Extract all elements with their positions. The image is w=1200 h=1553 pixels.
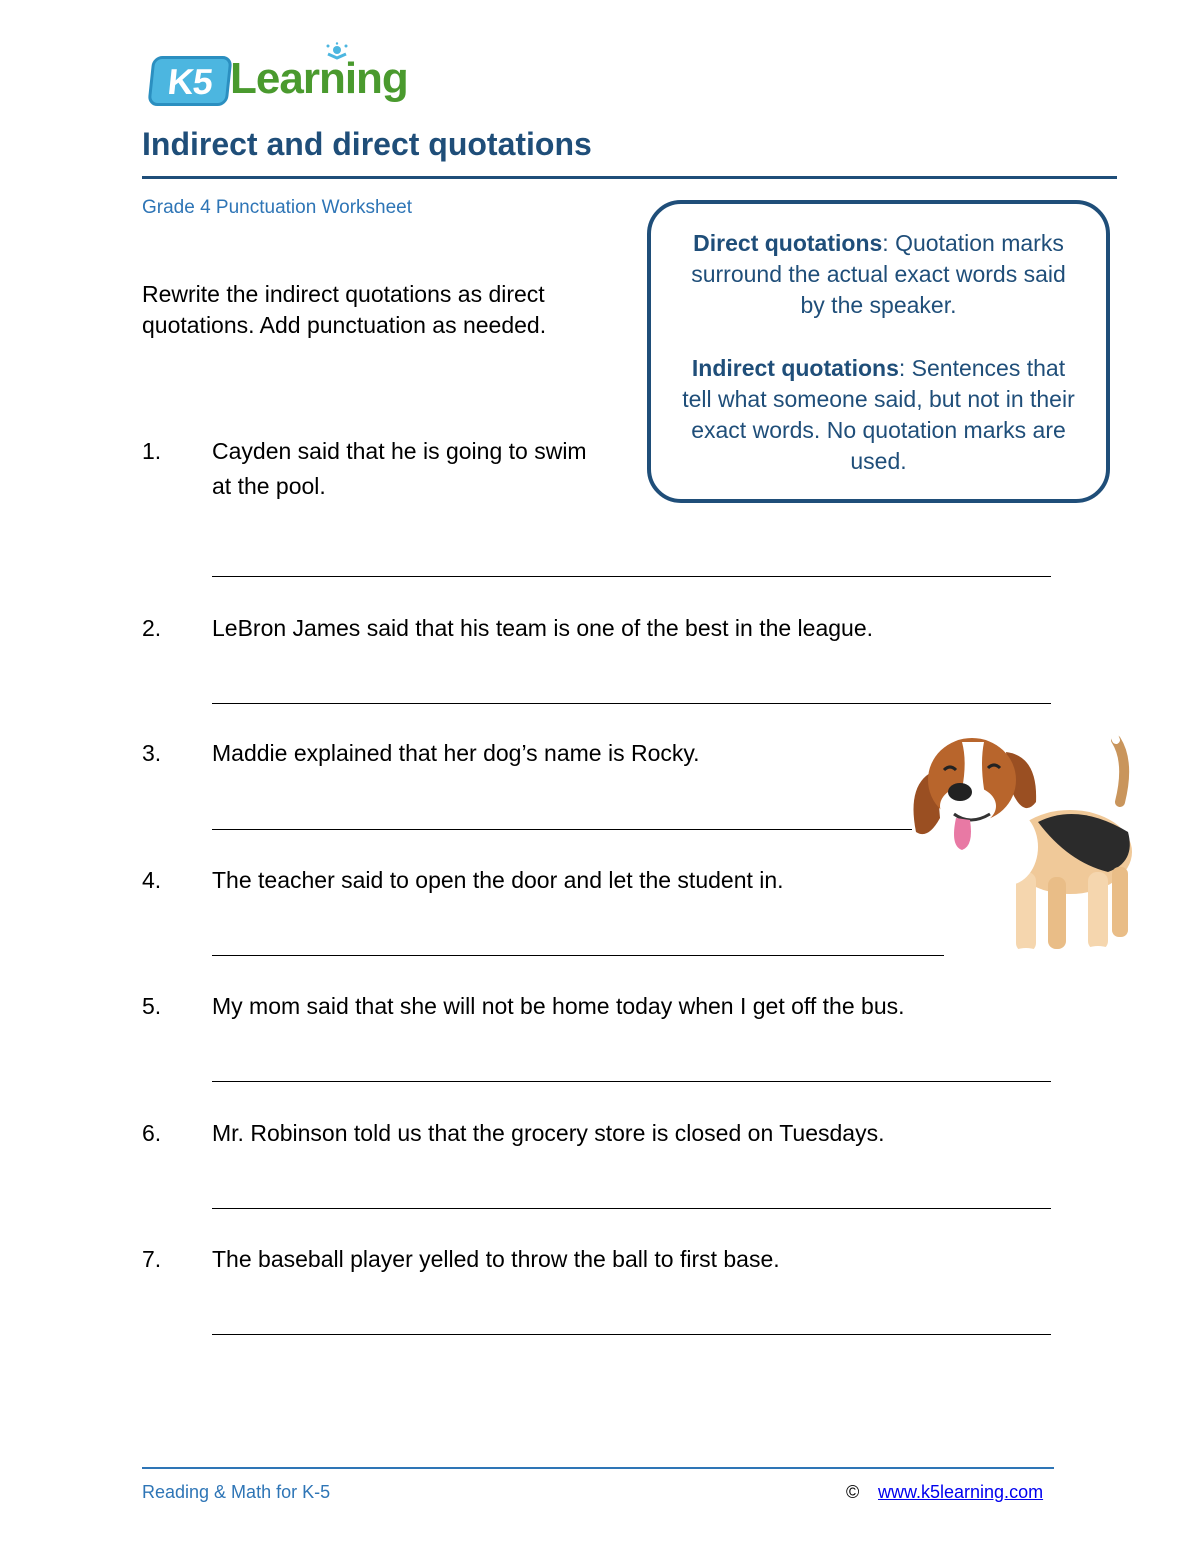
logo-figure-icon	[322, 42, 352, 72]
dog-illustration	[898, 722, 1148, 972]
answer-line[interactable]	[212, 1208, 1051, 1209]
logo-word: Learning	[230, 54, 408, 103]
indirect-term: Indirect quotations	[691, 355, 899, 381]
answer-line[interactable]	[212, 829, 912, 830]
copyright-symbol: ©	[846, 1482, 860, 1502]
answer-line[interactable]	[212, 1334, 1051, 1335]
direct-definition	[681, 228, 1076, 321]
definition-box	[647, 200, 1110, 503]
instructions: Rewrite the indirect quotations as direct quotations. Add punctuation as needed.	[142, 281, 547, 338]
footer-divider	[142, 1467, 1054, 1469]
question-text: The teacher said to open the door and let the student in.	[212, 867, 784, 893]
direct-term: Direct quotations	[693, 230, 883, 256]
question-text: Mr. Robinson told us that the grocery store is closed on Tuesdays.	[212, 1120, 885, 1146]
k5-learning-logo	[146, 42, 406, 110]
answer-line[interactable]	[212, 955, 944, 956]
logo-k5-badge	[147, 56, 232, 106]
footer-tagline: Reading & Math for K-5	[142, 1482, 331, 1502]
question-text: Maddie explained that her dog’s name is Rocky.	[212, 740, 700, 766]
answer-line[interactable]	[212, 576, 1051, 577]
page-title: Indirect and direct quotations	[142, 126, 592, 162]
worksheet-subtitle: Grade 4 Punctuation Worksheet	[142, 197, 413, 218]
indirect-definition	[681, 353, 1076, 477]
direct-def: : Quotation marks surround the actual exact words said by the speaker.	[691, 230, 1066, 318]
question-number: 5.	[142, 993, 162, 1019]
question-number: 4.	[142, 867, 162, 893]
question-number: 7.	[142, 1246, 162, 1272]
answer-line[interactable]	[212, 703, 1051, 704]
question-text: Cayden said that he is going to swim at the pool.	[212, 438, 587, 499]
answer-line[interactable]	[212, 1081, 1051, 1082]
question-text: The baseball player yelled to throw the ball to first base.	[212, 1246, 780, 1272]
question-text: LeBron James said that his team is one of the best in the league.	[212, 615, 874, 641]
question-number: 2.	[142, 615, 162, 641]
logo-mark: K5	[165, 61, 215, 102]
question-number: 6.	[142, 1120, 162, 1146]
question-text: My mom said that she will not be home today when I get off the bus.	[212, 993, 905, 1019]
question-number: 3.	[142, 740, 162, 766]
title-divider	[142, 176, 1117, 179]
indirect-def: : Sentences that tell what someone said, but not in their exact words. No quotation marks are used.	[682, 355, 1075, 474]
question-number: 1.	[142, 438, 162, 464]
website-link[interactable]: www.k5learning.com	[878, 1482, 1044, 1502]
